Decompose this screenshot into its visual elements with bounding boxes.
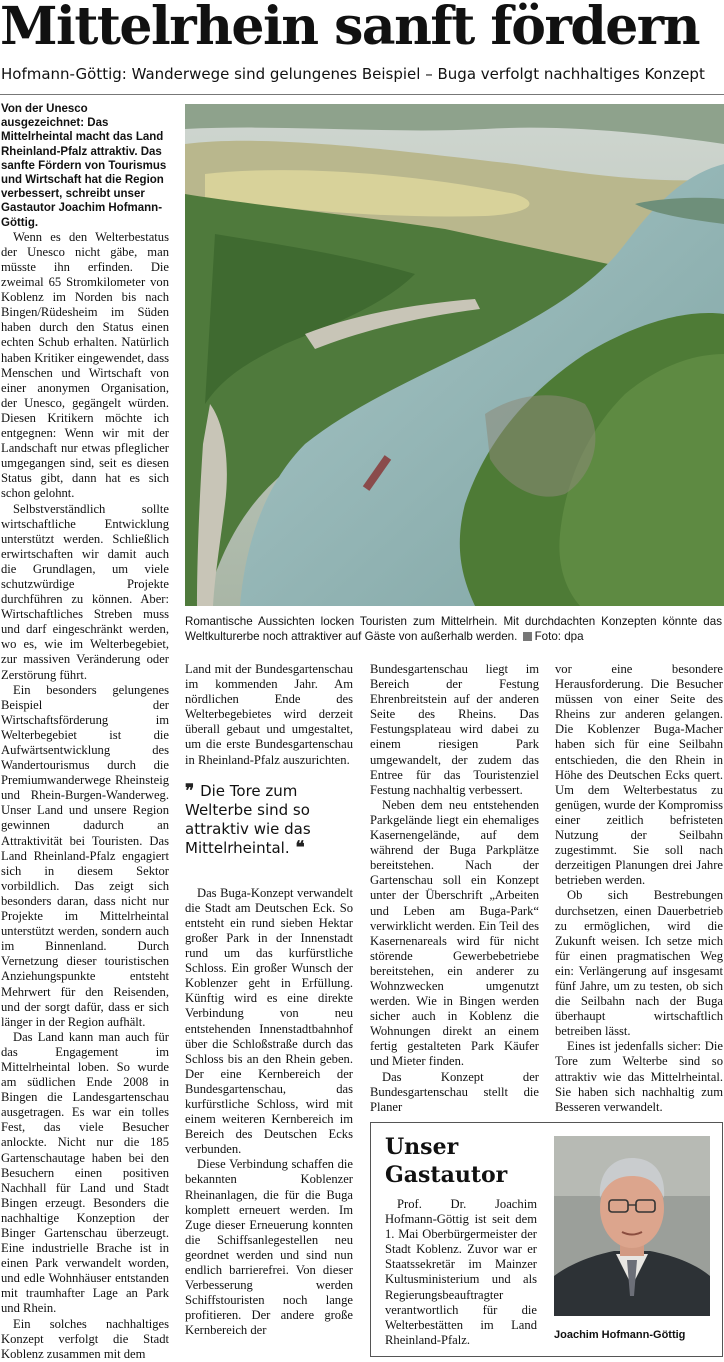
- body-paragraph: Ein besonders gelungenes Beispiel der Wirtschaftsförderung im Welterbegebiet ist die Aufwärtsentwicklung des Wandertourismus durch die Premiumwanderwege Rheinsteig und Rhein-Burgen-Wanderweg. Unser Land und unsere Region gewinnen dadurch an Attraktivität bei Touristen. Das Land Rheinland-Pfalz engagiert sich in diesem Sektor vorbildlich. Das zeigt sich besonders daran, dass nicht nur Projekte im Mittelrheintal unterstützt werden, sondern auch im Binnenland. Durch Vernetzung dieser touristischen Anziehungspunkte entsteht Mehrwert für den Reisenden, und der sorgt dafür, dass er sich länger in der Region aufhält.: [1, 682, 169, 1029]
- body-paragraph: Das Konzept der Bundesgartenschau stellt die Planer: [370, 1069, 539, 1114]
- article-column-2: [185, 662, 353, 1338]
- body-paragraph: Eines ist jedenfalls sicher: Die Tore zum Welterbe sind so attraktiv wie das Mittelrheintal. Sie haben sich nachhaltig zum Besseren verwandelt.: [555, 1039, 723, 1114]
- article-column-3: [370, 662, 539, 1115]
- photo-caption-text: Romantische Aussichten locken Touristen zum Mittelrhein. Mit durchdachten Konzepten könnte das Weltkulturerbe noch attraktiver auf Gäste von außerhalb werden.: [185, 615, 722, 643]
- body-paragraph: Ob sich Bestrebungen durchsetzen, einen Dauerbetrieb zu ermöglichen, wird die Zukunft weisen. Ich setze mich für einen pragmatischen Weg ein: Verlängerung auf insgesamt fünf Jahre, um zu testen, ob sich die Seilbahn nach der Buga überhaupt wirtschaftlich betreiben lässt.: [555, 888, 723, 1039]
- guest-author-title-line2: Gastautor: [385, 1162, 508, 1188]
- body-paragraph: vor eine besondere Herausforderung. Die Besucher müssen von einer Seite des Rheins zur anderen gelangen. Die Koblenzer Buga-Macher haben sich für eine Seilbahn entschieden, die den Rhein in Höhe des Deutschen Ecks quert. Um dem Welterbestatus zu genügen, wurde der Kompromiss einer zeitlich befristeten Nutzung der Seilbahn zugestimmt. Sie soll nach derzeitigen Planungen drei Jahre betrieben werden.: [555, 662, 723, 888]
- body-paragraph: Das Land kann man auch für das Engagement im Mittelrheintal loben. So wurde am südlichen Ende 2008 in Bingen die Landesgartenschau ausgetragen. Es war ein tolles Fest, das viele Besucher anlockte. Nicht nur die 185 Gartenschautage haben bei den Besuchern einen positiven Nachhall für Land und Stadt Bingen erzeugt. Besonders die nachhaltige Konzeption der Binger Gartenschau überzeugt. Eine industrielle Brache ist in einen Park verwandelt worden, und edle Wohnhäuser entstanden mit traumhafter Lage an Park und Rhein.: [1, 1029, 169, 1316]
- guest-author-box: [370, 1122, 723, 1357]
- lead-paragraph: Von der Unesco ausgezeichnet: Das Mittelrheintal macht das Land Rheinland-Pfalz attraktiv. Das sanfte Fördern von Tourismus und Wirtschaft hat die Region verbessert, schreibt unser Gastautor Joachim Hofmann-Göttig.: [1, 103, 167, 229]
- body-paragraph: Selbstverständlich sollte wirtschaftliche Entwicklung unterstützt werden. Schließlich erwirtschaften wir damit auch die Grundlagen, um viele schutzwürdige Projekte durchführen zu können. Aber: Wirtschaftliches Streben muss und darf eingeschränkt werden, wo es, wie im Welterbegebiet, zur massiven Veränderung oder Zerstörung führt.: [1, 501, 169, 682]
- subheadline: Hofmann-Göttig: Wanderwege sind gelungenes Beispiel – Buga verfolgt nachhaltiges Konzept: [1, 65, 705, 83]
- portrait-caption: Joachim Hofmann-Göttig: [554, 1329, 686, 1341]
- open-quote-icon: ❞: [185, 780, 201, 801]
- square-bullet-icon: [523, 632, 532, 641]
- rhine-valley-photo: [185, 104, 724, 606]
- body-paragraph: Wenn es den Welterbestatus der Unesco nicht gäbe, man müsste ihn erfinden. Die zweimal 65 Stromkilometer von Koblenz im Norden bis nach Bingen/Rüdesheim im Süden haben durch den Status einen echten Schub erhalten. Natürlich haben Kritiker eingewendet, dass Menschen und Wirtschaft von einer anonymen Organisation, der Unesco, gegängelt würden. Diesen Kritikern möchte ich entgegnen: Wenn wir mit der Landschaft nur etwas pfleglicher umgegangen sind, seit es diesen Status gibt, dann hat es sich schon gelohnt.: [1, 229, 169, 501]
- guest-author-title: [385, 1133, 507, 1189]
- pull-quote-text: Die Tore zum Welterbe sind so attraktiv wie das Mittelrheintal.: [185, 781, 311, 857]
- photo-credit: Foto: dpa: [534, 630, 584, 643]
- guest-author-title-line1: Unser: [385, 1134, 459, 1160]
- divider-rule: [0, 94, 724, 95]
- body-paragraph: Land mit der Bundesgartenschau im kommenden Jahr. Am nördlichen Ende des Welterbegebietes wird derzeit überall gebaut und umgestaltet, um die erste Bundesgartenschau in Rheinland-Pfalz auszurichten.: [185, 662, 353, 767]
- body-paragraph: Diese Verbindung schaffen die bekannten Koblenzer Rheinanlagen, die für die Buga komplett erneuert werden. Im Zuge dieser Erneuerung konnten die Schiffsanlegestellen neu geordnet werden und sind nun endlich barrierefrei. Von dieser Verbesserung werden Schiffstouristen noch lange profitieren. Der andere große Kernbereich der: [185, 1157, 353, 1338]
- pull-quote: [185, 782, 353, 858]
- guest-author-bio: Prof. Dr. Joachim Hofmann-Göttig ist seit dem 1. Mai Oberbürgermeister der Stadt Koblenz. Zuvor war er Staatssekretär im Mainzer Kultusministerium und als Regierungsbeauftragter verantwortlich für die Welterbestätten im Land Rheinland-Pfalz.: [385, 1197, 537, 1347]
- body-paragraph: Das Buga-Konzept verwandelt die Stadt am Deutschen Eck. So entsteht ein rund sieben Hektar großer Park in der Innenstadt rund um das kurfürstliche Schloss. Ein großer Wunsch der Koblenzer geht in Erfüllung. Künftig wird es eine direkte Verbindung von neu entstehenden Innenstadtbahnhof über die Schloßstraße durch das Schloss bis an den Rhein geben. Der eine Kernbereich der Bundesgartenschau, das kurfürstliche Schloss, wird mit einem weiteren Kernbereich im Bereich des Deutschen Ecks verbunden.: [185, 885, 353, 1157]
- headline: Mittelrhein sanft fördern: [0, 0, 700, 57]
- article-column-1: [1, 102, 169, 1362]
- body-paragraph: Ein solches nachhaltiges Konzept verfolgt die Stadt Koblenz zusammen mit dem: [1, 1316, 169, 1361]
- close-quote-icon: ❝: [289, 837, 305, 858]
- photo-caption: [185, 614, 722, 644]
- author-portrait: [554, 1136, 710, 1316]
- body-paragraph: Neben dem neu entstehenden Parkgelände liegt ein ehemaliges Kasernengelände, auf dem während der Buga Parkplätze bereitstehen. Nach der Gartenschau soll ein Konzept unter der Überschrift „Arbeiten und Leben am Buga-Park“ verwirklicht werden. Ein Teil des Kasernenareals wird für nicht störende Gewerbebetriebe bereitstehen, ein anderer zu Wohnzwecken umgenutzt werden. Wie in Bingen werden sicher auch in Koblenz die Wohnungen direkt an einem fertig gestalteten Park Käufer und Mieter finden.: [370, 797, 539, 1069]
- article-column-4: [555, 662, 723, 1115]
- body-paragraph: Bundesgartenschau liegt im Bereich der Festung Ehrenbreitstein auf der anderen Seite des Rheins. Das Festungsplateau wird dabei zu einem riesigen Park umgewandelt, der zudem das Entree für das Touristenziel Festung nachhaltig verbessert.: [370, 662, 539, 797]
